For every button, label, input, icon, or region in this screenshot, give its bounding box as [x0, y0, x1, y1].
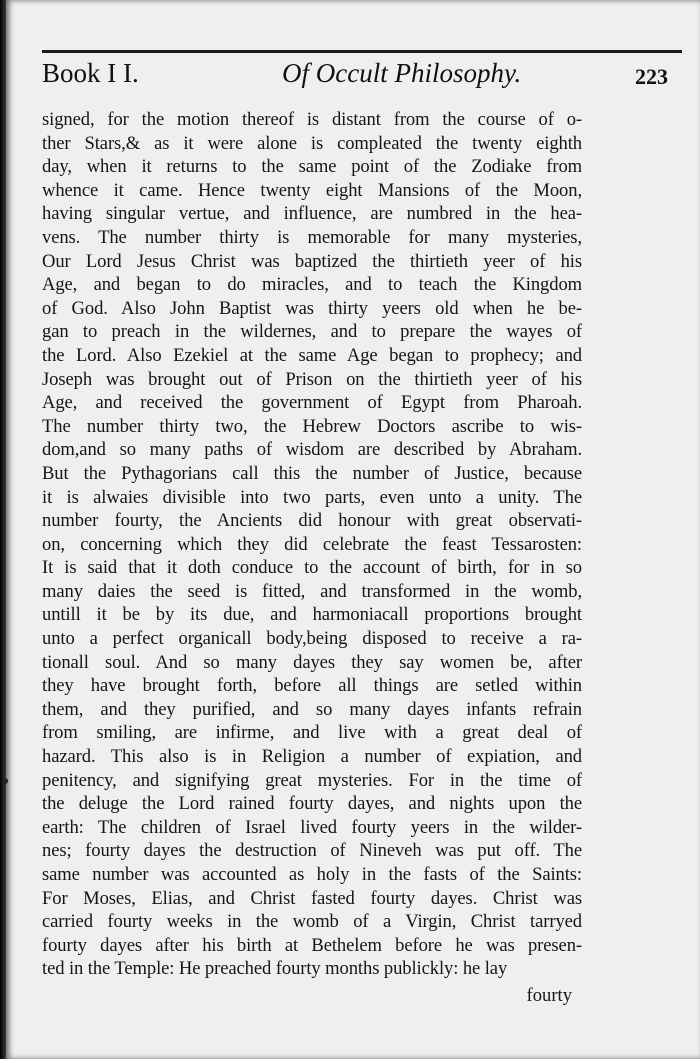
- text-line: number fourty, the Ancients did honour with great observati-: [42, 510, 582, 532]
- text-line: the deluge the Lord rained fourty dayes, and nights upon the: [42, 793, 582, 815]
- text-line: The number thirty two, the Hebrew Doctors ascribe to wis-: [42, 415, 582, 437]
- text-line: day, when it returns to the same point of the Zodiake from: [42, 156, 582, 178]
- text-line: fourty dayes after his birth at Bethelem before he was presen-: [42, 934, 582, 956]
- text-line: But the Pythagorians call this the number of Justice, because: [42, 462, 582, 484]
- header-title: Of Occult Philosophy.: [282, 58, 522, 88]
- text-line: it is alwaies divisible into two parts, even unto a unity. The: [42, 486, 582, 508]
- header-book-label: Book I I.: [42, 58, 139, 88]
- text-line: earth: The children of Israel lived fourty yeers in the wilder-: [42, 816, 582, 838]
- running-header: [42, 54, 682, 94]
- text-line: ther Stars,& as it were alone is compleated the twenty eighth: [42, 132, 582, 154]
- text-line: many daies the seed is fitted, and transformed in the womb,: [42, 580, 582, 602]
- text-line: they have brought forth, before all things are setled within: [42, 675, 582, 697]
- text-line: of God. Also John Baptist was thirty yeers old when he be-: [42, 297, 582, 319]
- book-page: [6, 0, 700, 1059]
- text-line: Joseph was brought out of Prison on the thirtieth yeer of his: [42, 368, 582, 390]
- text-line: signed, for the motion thereof is distant from the course of o-: [42, 109, 582, 130]
- text-line: untill it be by its due, and harmoniacall proportions brought: [42, 604, 582, 626]
- text-line: vens. The number thirty is memorable for many mysteries,: [42, 226, 582, 248]
- text-line: nes; fourty dayes the destruction of Nineveh was put off. The: [42, 840, 582, 862]
- text-line: on, concerning which they did celebrate the feast Tessarosten:: [42, 533, 582, 555]
- text-line: ted in the Temple: He preached fourty months publickly: he lay: [42, 958, 508, 980]
- text-line: hazard. This also is in Religion a number of expiation, and: [42, 746, 582, 768]
- text-line: from smiling, are infirme, and live with a great deal of: [42, 722, 582, 744]
- text-line: having singular vertue, and influence, are numbred in the hea-: [42, 203, 582, 225]
- text-line: For Moses, Elias, and Christ fasted fourty dayes. Christ was: [42, 887, 582, 909]
- text-line: the Lord. Also Ezekiel at the same Age began to prophecy; and: [42, 344, 582, 366]
- catchword: fourty: [526, 985, 572, 1006]
- text-line: Age, and received the government of Egypt from Pharoah.: [42, 392, 582, 414]
- text-line: gan to preach in the wildernes, and to prepare the wayes of: [42, 321, 582, 343]
- text-line: carried fourty weeks in the womb of a Virgin, Christ tarryed: [42, 911, 582, 933]
- text-line: tionall soul. And so many dayes they say women be, after: [42, 651, 582, 673]
- page-number: 223: [635, 64, 668, 89]
- text-line: them, and they purified, and so many dayes infants refrain: [42, 698, 582, 720]
- text-line: same number was accounted as holy in the fasts of the Saints:: [42, 864, 582, 885]
- text-line: dom,and so many paths of wisdom are described by Abraham.: [42, 439, 582, 461]
- text-line: Our Lord Jesus Christ was baptized the thirtieth yeer of his: [42, 250, 582, 272]
- text-line: whence it came. Hence twenty eight Mansions of the Moon,: [42, 179, 582, 201]
- text-line: Age, and began to do miracles, and to teach the Kingdom: [42, 274, 582, 296]
- text-line: It is said that it doth conduce to the account of birth, for in so: [42, 557, 582, 579]
- body-text: [42, 108, 582, 981]
- header-rule: [42, 50, 682, 53]
- text-line: penitency, and signifying great mysteries. For in the time of: [42, 769, 582, 791]
- ink-blot: [2, 778, 8, 784]
- text-line: unto a perfect organicall body,being disposed to receive a ra-: [42, 628, 582, 650]
